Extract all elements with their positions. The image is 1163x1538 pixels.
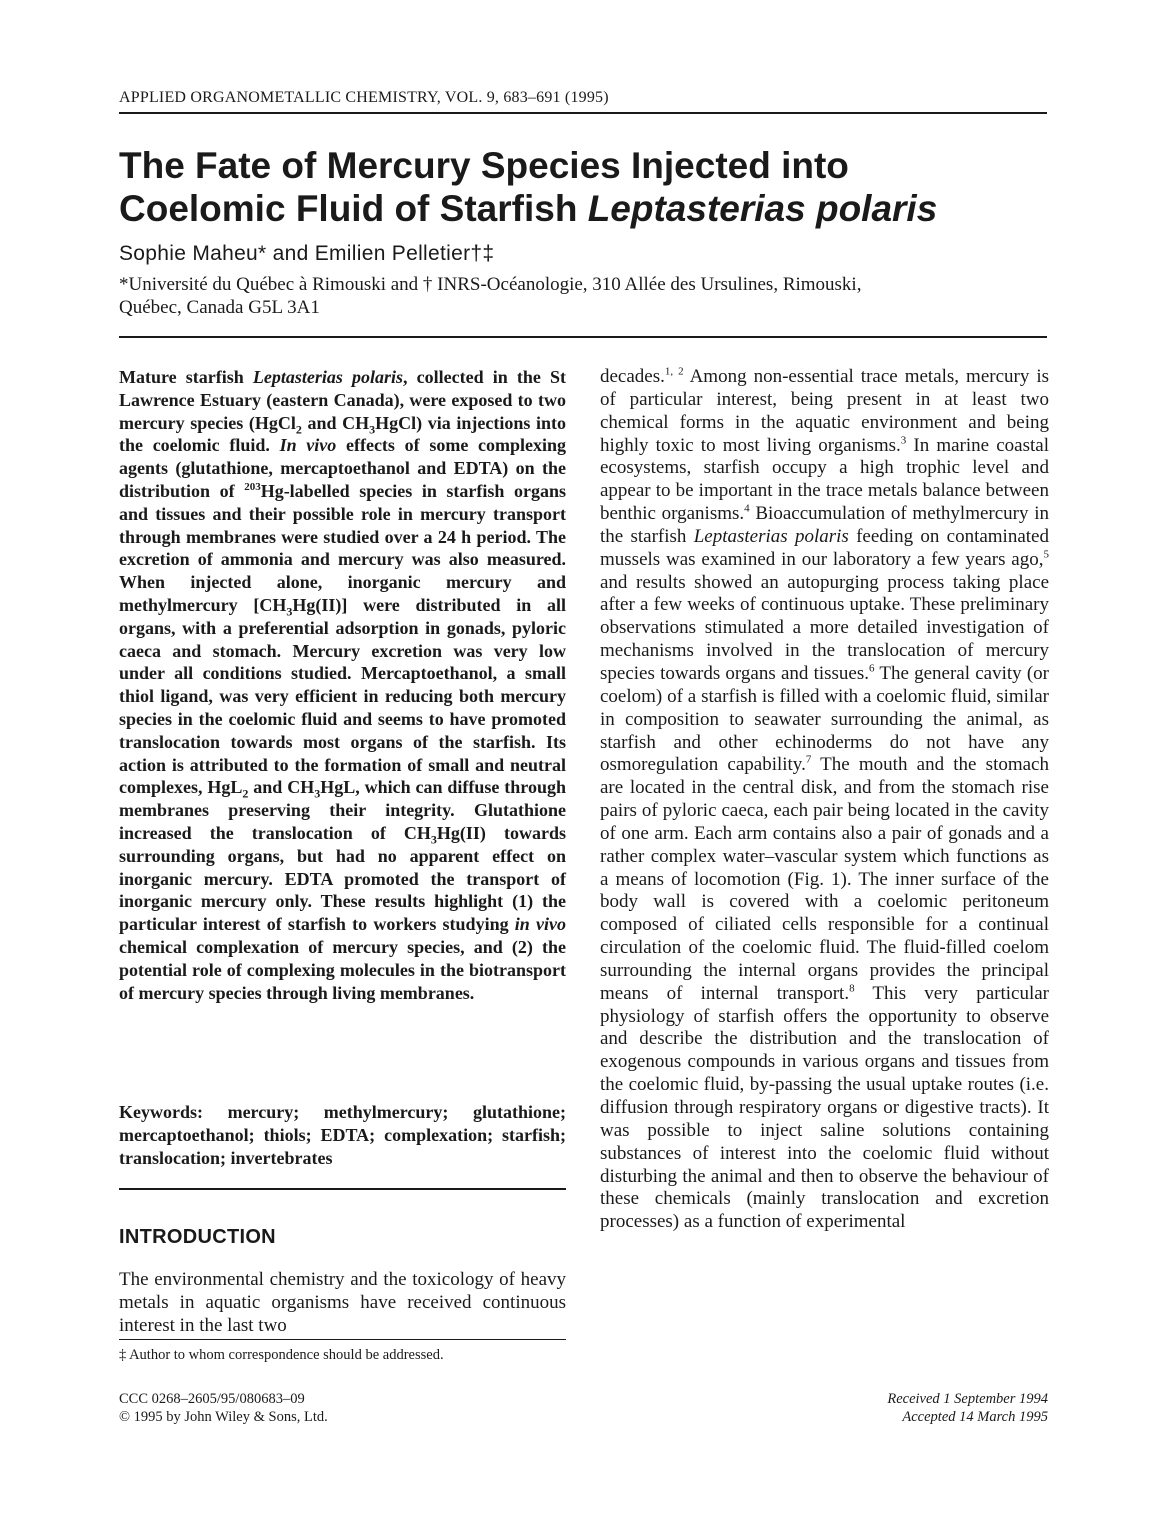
abstract-italic: In vivo — [279, 435, 337, 456]
citation-superscript: 7 — [805, 754, 812, 767]
body-text: The general cavity (or coelom) of a starfish is filled with a coelomic fluid, similar in composition to seawater surrounding the animal, as starfish and other echinoderms do not have any osmoregulation capability. — [600, 662, 1049, 776]
title-line-1: The Fate of Mercury Species Injected into — [119, 145, 849, 186]
citation-superscript: 5 — [1043, 548, 1049, 561]
citation-superscript: 1, 2 — [664, 365, 684, 378]
abstract — [119, 366, 566, 1004]
citation-superscript: 6 — [869, 662, 875, 675]
body-text: The mouth and the stomach are located in the central disk, and from the stomach rise pairs of pyloric caeca, each pair being located in the cavity of one arm. Each arm contains also a pair of gonads and a rather complex water–vascular system which functions as a means of locomotion (Fig. 1). The inner surface of the body wall is covered with a coelomic peritoneum composed of ciliated cells responsible for a continual circulation of the coelomic fluid. The fluid-filled coelom surrounding the internal organs provides the principal means of internal transport. — [600, 754, 1049, 1004]
abstract-text: Hg(II) towards surrounding organs, but had no apparent effect on inorganic mercury. EDTA promoted the transport of inorganic mercury only. These results highlight (1) the particular interest of starfish to workers studying — [119, 822, 566, 935]
body-text: feeding on contaminated mussels was examined in our laboratory a few years ago, — [600, 525, 1049, 570]
abstract-text: Hg(II)] were distributed in all organs, with a preferential adsorption in gonads, pyloric caeca and stomach. Mercury excretion was very low under all conditions studied. Mercaptoethanol, a small thiol ligand, was very efficient in reducing both mercury species in the coelomic fluid and seems to have promoted translocation towards most organs of the starfish. Its action is attributed to the formation of small and neutral complexes, HgL — [119, 594, 567, 798]
title-species-name: Leptasterias polaris — [587, 188, 938, 229]
accepted-date: Accepted 14 March 1995 — [902, 1409, 1048, 1425]
abstract-italic: Leptasterias polaris — [252, 367, 404, 387]
citation-superscript: 8 — [849, 982, 855, 995]
header-rule — [119, 112, 1047, 114]
correspondence-footnote: ‡ Author to whom correspondence should be addressed. — [119, 1347, 444, 1363]
title-line-2 — [119, 187, 1079, 230]
citation-superscript: 4 — [744, 502, 750, 515]
title-block-rule — [119, 336, 1047, 338]
abstract-text: chemical complexation of mercury species, and (2) the potential role of complexing molecules in the biotransport of mercury species through living membranes. — [119, 936, 566, 1003]
title-line-2-text: Coelomic Fluid of Starfish — [119, 188, 588, 229]
body-text: decades. — [600, 366, 665, 387]
body-text: This very particular physiology of starfish offers the opportunity to observe and describe the distribution and the translocation of exogenous compounds in various organs and tissues from the coelomic fluid, by-passing the usual uptake routes (i.e. diffusion through respiratory organs or digestive tracts). It was possible to inject saline solutions containing substances of interest into the coelomic fluid without disturbing the animal and then to observe the behaviour of these chemicals (mainly translocation and excretion processes) as a function of experimental — [600, 982, 1049, 1233]
introduction-heading: INTRODUCTION — [119, 1226, 276, 1248]
species-italic: Leptasterias polaris — [693, 525, 849, 547]
authors: Sophie Maheu* and Emilien Pelletier†‡ — [119, 242, 495, 265]
body-text: Among non-essential trace metals, mercury is of particular interest, being present in at least two chemical forms in the aquatic environment and being highly toxic to most living organisms. — [600, 366, 1050, 456]
abstract-subscript: 2 — [295, 422, 302, 437]
abstract-superscript: 203 — [244, 480, 261, 493]
abstract-subscript: 2 — [242, 786, 249, 801]
copyright-line: © 1995 by John Wiley & Sons, Ltd. — [119, 1409, 328, 1425]
abstract-text: Mature starfish — [119, 367, 253, 387]
abstract-subscript: 3 — [286, 604, 293, 619]
abstract-text: , collected in the St Lawrence Estuary (eastern Canada), were exposed to two mercury species (HgCl — [119, 367, 566, 433]
abstract-text: Hg-labelled species in starfish organs and tissues and their possible role in mercury transport through membranes were studied over a 24 h period. The excretion of ammonia and mercury was also measured. When injected alone, inorganic mercury and methylmercury [CH — [119, 480, 566, 615]
affiliation-line-1: *Université du Québec à Rimouski and † INRS-Océanologie, 310 Allée des Ursulines, Rimouski, — [119, 274, 862, 295]
abstract-text: and CH — [248, 777, 315, 798]
abstract-italic: in vivo — [514, 914, 566, 935]
abstract-text: HgL, which can diffuse through membranes preserving their integrity. Glutathione increased the translocation of CH — [119, 777, 566, 843]
abstract-text: HgCl) via injections into the coelomic fluid. — [119, 412, 566, 456]
affiliation-line-2: Québec, Canada G5L 3A1 — [119, 297, 320, 318]
abstract-subscript: 3 — [314, 786, 321, 801]
citation-superscript: 3 — [900, 434, 907, 447]
abstract-subscript: 3 — [430, 832, 437, 847]
paper-title — [119, 144, 1079, 230]
body-text: and results showed an autopurging process taking place after a few weeks of continuous uptake. These preliminary observations stimulated a more detailed investigation of mechanisms involved in the translocation of mercury species towards organs and tissues. — [600, 571, 1049, 684]
journal-header: APPLIED ORGANOMETALLIC CHEMISTRY, VOL. 9, 683–691 (1995) — [119, 89, 609, 106]
received-dates — [887, 1390, 1048, 1426]
received-date: Received 1 September 1994 — [887, 1391, 1048, 1407]
introduction-right-column — [600, 366, 1049, 1234]
abstract-subscript: 3 — [369, 422, 376, 437]
body-text: In marine coastal ecosystems, starfish occupy a high trophic level and appear to be important in the trace metals balance between benthic organisms. — [600, 434, 1049, 525]
abstract-text: and CH — [301, 412, 370, 433]
abstract-text: effects of some complexing agents (glutathione, mercaptoethanol and EDTA) on the distribution of — [119, 435, 567, 501]
keywords: Keywords: mercury; methylmercury; glutathione; mercaptoethanol; thiols; EDTA; complexation; starfish; translocation; invertebrates — [119, 1102, 566, 1168]
body-text: Bioaccumulation of methylmercury in the starfish — [600, 503, 1049, 547]
copyright-block — [119, 1390, 328, 1426]
affiliation — [119, 273, 1039, 319]
footnote-rule — [119, 1339, 566, 1340]
introduction-text: The environmental chemistry and the toxicology of heavy metals in aquatic organisms have received continuous interest in the last two — [119, 1269, 566, 1336]
ccc-code: CCC 0268–2605/95/080683–09 — [119, 1391, 305, 1407]
abstract-end-rule — [119, 1188, 566, 1190]
